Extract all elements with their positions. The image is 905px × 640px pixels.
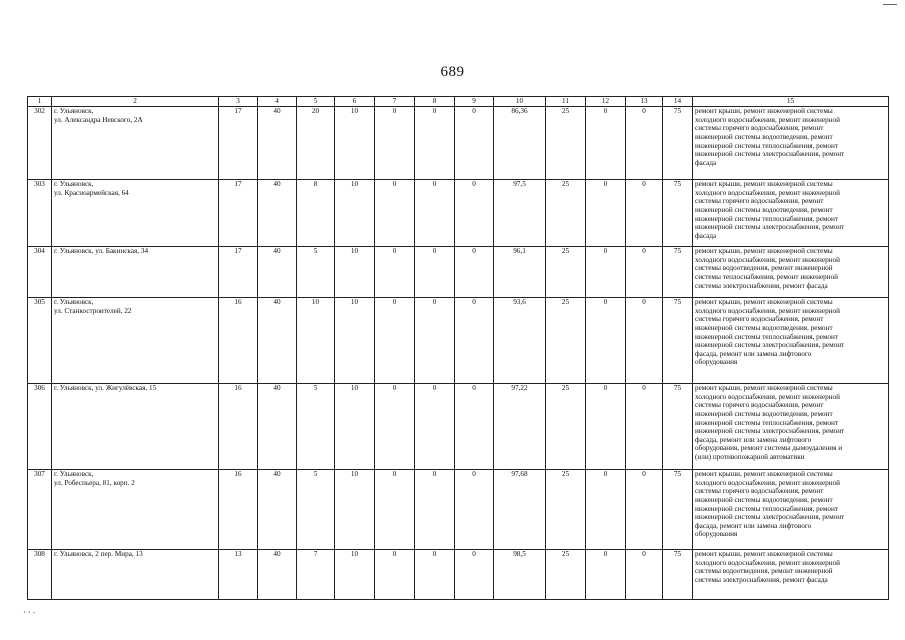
value-cell: 20 [297,107,335,180]
works-line: системы водоотведения, ремонт инженерной [695,264,833,273]
value-cell: 0 [415,107,455,180]
value-cell: 16 [219,298,258,384]
table-row [28,384,889,470]
works-line: холодного водоснабжения, ремонт инженерной [695,392,840,401]
works-line: системы горячего водоснабжения, ремонт [695,315,824,324]
value-cell: 5 [297,384,335,470]
works-line: инженерной системы водоотведения, ремонт [695,205,833,214]
value-cell: 75 [663,384,693,470]
table-row [28,180,889,247]
value-cell: 25 [546,180,586,247]
works-line: (или) противопожарной автоматики [695,453,805,462]
value-cell: 25 [546,107,586,180]
value-cell: 10 [335,470,375,550]
column-header: 10 [494,97,546,107]
value-cell: 13 [219,550,258,600]
value-cell: 40 [258,298,297,384]
value-cell: 0 [455,550,494,600]
address-cell [52,107,219,180]
value-cell: 0 [375,550,415,600]
works-line: оборудования, ремонт системы дымоудаления и [695,444,843,453]
value-cell: 0 [455,107,494,180]
value-cell: 97,22 [494,384,546,470]
value-cell: 8 [297,180,335,247]
value-cell: 86,36 [494,107,546,180]
column-header: 15 [693,97,889,107]
works-line: фасада [695,231,717,240]
value-cell: 10 [335,180,375,247]
works-line: инженерной системы водоотведения, ремонт [695,132,833,141]
works-line: системы горячего водоснабжения, ремонт [695,401,824,410]
value-cell: 10 [335,107,375,180]
value-cell: 0 [415,180,455,247]
address-line: г. Ульяновск, 2 пер. Мира, 13 [54,550,143,558]
value-cell: 0 [375,180,415,247]
table-row [28,247,889,298]
works-line: холодного водоснабжения, ремонт инженерной [695,255,840,264]
column-header: 12 [586,97,626,107]
value-cell: 75 [663,107,693,180]
value-cell: 96,1 [494,247,546,298]
value-cell: 0 [626,180,663,247]
value-cell: 25 [546,298,586,384]
value-cell: 40 [258,384,297,470]
value-cell: 10 [297,298,335,384]
works-cell [693,384,889,470]
value-cell: 98,5 [494,550,546,600]
value-cell: 10 [335,384,375,470]
address-cell [52,470,219,550]
works-cell [693,180,889,247]
works-line: инженерной системы электроснабжения, ремонт [695,513,845,522]
value-cell: 75 [663,180,693,247]
works-line: холодного водоснабжения, ремонт инженерной [695,478,840,487]
value-cell: 25 [546,384,586,470]
value-cell: 17 [219,247,258,298]
works-line: инженерной системы электроснабжения, ремонт [695,341,845,350]
works-line: фасада [695,158,717,167]
works-line: инженерной системы водоотведения, ремонт [695,409,833,418]
value-cell: 0 [586,550,626,600]
value-cell: 0 [455,384,494,470]
works-line: системы электроснабжения, ремонт фасада [695,281,828,290]
works-line: инженерной системы теплоснабжения, ремонт [695,214,839,223]
value-cell: 0 [415,298,455,384]
value-cell: 97,5 [494,180,546,247]
value-cell: 40 [258,470,297,550]
works-line: системы водоотведения, ремонт инженерной [695,567,833,576]
value-cell: 75 [663,247,693,298]
works-line: инженерной системы водоотведения, ремонт [695,495,833,504]
works-cell [693,107,889,180]
column-header: 4 [258,97,297,107]
value-cell: 25 [546,550,586,600]
value-cell: 0 [415,247,455,298]
works-line: системы горячего водоснабжения, ремонт [695,197,824,206]
address-cell [52,298,219,384]
works-line: ремонт крыши, ремонт инженерной системы [695,180,833,188]
value-cell: 7 [297,550,335,600]
address-cell [52,550,219,600]
works-line: инженерной системы электроснабжения, ремонт [695,427,845,436]
works-cell [693,298,889,384]
value-cell: 93,6 [494,298,546,384]
page-number: 689 [440,64,465,80]
value-cell: 25 [546,470,586,550]
value-cell: 5 [297,470,335,550]
value-cell: 0 [586,384,626,470]
address-cell [52,247,219,298]
row-number: 302 [28,107,52,180]
value-cell: 0 [415,384,455,470]
column-header: 13 [626,97,663,107]
table-body [28,107,889,600]
value-cell: 40 [258,247,297,298]
value-cell: 0 [586,107,626,180]
address-cell [52,180,219,247]
works-line: оборудования [695,530,738,539]
works-line: инженерной системы теплоснабжения, ремонт [695,332,839,341]
works-line: фасада, ремонт или замена лифтового [695,349,812,358]
works-line: ремонт крыши, ремонт инженерной системы [695,247,833,255]
address-line: ул. Красноармейская, 64 [54,188,129,197]
value-cell: 0 [375,470,415,550]
value-cell: 0 [455,298,494,384]
value-cell: 16 [219,470,258,550]
works-line: ремонт крыши, ремонт инженерной системы [695,107,833,115]
column-header: 8 [415,97,455,107]
value-cell: 40 [258,107,297,180]
works-line: системы горячего водоснабжения, ремонт [695,124,824,133]
column-header: 11 [546,97,586,107]
value-cell: 40 [258,550,297,600]
column-header: 2 [52,97,219,107]
column-header: 14 [663,97,693,107]
works-line: холодного водоснабжения, ремонт инженерной [695,188,840,197]
table-row [28,107,889,180]
works-line: системы горячего водоснабжения, ремонт [695,487,824,496]
table-row [28,550,889,600]
value-cell: 0 [455,247,494,298]
works-line: инженерной системы электроснабжения, ремонт [695,150,845,159]
value-cell: 0 [415,470,455,550]
value-cell: 0 [626,384,663,470]
column-number-row [28,97,889,107]
value-cell: 75 [663,550,693,600]
column-header: 9 [455,97,494,107]
column-header: 5 [297,97,335,107]
works-line: холодного водоснабжения, ремонт инженерной [695,558,840,567]
value-cell: 75 [663,298,693,384]
value-cell: 17 [219,107,258,180]
address-line: ул. Станкостроителей, 22 [54,306,132,315]
value-cell: 0 [626,550,663,600]
works-line: фасада, ремонт или замена лифтового [695,435,812,444]
value-cell: 5 [297,247,335,298]
value-cell: 10 [335,247,375,298]
value-cell: 0 [455,180,494,247]
row-number: 308 [28,550,52,600]
table-row [28,470,889,550]
address-line: г. Ульяновск, [54,180,94,188]
value-cell: 0 [375,384,415,470]
value-cell: 0 [375,247,415,298]
works-line: инженерной системы теплоснабжения, ремонт [695,141,839,150]
row-number: 305 [28,298,52,384]
works-line: системы теплоснабжения, ремонт инженерной [695,272,839,281]
address-line: г. Ульяновск, ул. Жигулёвская, 15 [54,384,157,392]
works-line: инженерной системы электроснабжения, ремонт [695,223,845,232]
repair-register-table [27,96,889,600]
value-cell: 0 [415,550,455,600]
value-cell: 25 [546,247,586,298]
value-cell: 16 [219,384,258,470]
works-line: ремонт крыши, ремонт инженерной системы [695,298,833,306]
value-cell: 40 [258,180,297,247]
works-line: оборудования [695,358,738,367]
works-line: ремонт крыши, ремонт инженерной системы [695,470,833,478]
value-cell: 0 [375,107,415,180]
value-cell: 0 [375,298,415,384]
value-cell: 0 [626,107,663,180]
works-cell [693,247,889,298]
works-line: системы электроснабжения, ремонт фасада [695,575,828,584]
value-cell: 0 [586,298,626,384]
address-line: ул. Робеспьера, 81, корп. 2 [54,478,135,487]
works-line: холодного водоснабжения, ремонт инженерной [695,115,840,124]
works-cell [693,470,889,550]
address-line: г. Ульяновск, [54,298,94,306]
column-header: 7 [375,97,415,107]
works-line: инженерной системы водоотведения, ремонт [695,323,833,332]
works-cell [693,550,889,600]
row-number: 304 [28,247,52,298]
address-line: г. Ульяновск, [54,107,94,115]
value-cell: 0 [626,470,663,550]
works-line: инженерной системы теплоснабжения, ремонт [695,418,839,427]
column-header: 6 [335,97,375,107]
row-number: 307 [28,470,52,550]
address-cell [52,384,219,470]
scan-artifact: ⋅⋅‐ [22,608,37,617]
works-line: холодного водоснабжения, ремонт инженерной [695,306,840,315]
address-line: ул. Александра Невского, 2А [54,115,143,124]
works-line: ремонт крыши, ремонт инженерной системы [695,550,833,558]
works-line: фасада, ремонт или замена лифтового [695,521,812,530]
value-cell: 0 [626,247,663,298]
value-cell: 0 [586,247,626,298]
address-line: г. Ульяновск, [54,470,94,478]
value-cell: 0 [626,298,663,384]
value-cell: 75 [663,470,693,550]
value-cell: 10 [335,550,375,600]
column-header: 3 [219,97,258,107]
address-line: г. Ульяновск, ул. Бакинская, 34 [54,247,149,255]
value-cell: 17 [219,180,258,247]
value-cell: 0 [455,470,494,550]
value-cell: 10 [335,298,375,384]
row-number: 306 [28,384,52,470]
value-cell: 0 [586,470,626,550]
value-cell: 0 [586,180,626,247]
table-row [28,298,889,384]
value-cell: 97,68 [494,470,546,550]
scan-edge-mark [883,4,897,9]
works-line: ремонт крыши, ремонт инженерной системы [695,384,833,392]
column-header: 1 [28,97,52,107]
works-line: инженерной системы теплоснабжения, ремонт [695,504,839,513]
row-number: 303 [28,180,52,247]
